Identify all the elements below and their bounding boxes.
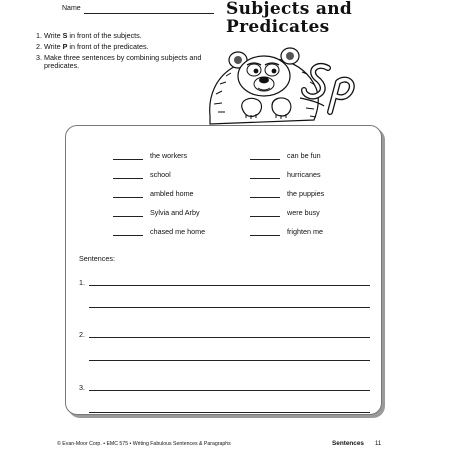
sentence-number-1: 1. [79,278,85,287]
title-line-1: Subjects and [226,0,353,19]
answer-blank-left-5[interactable] [113,235,143,236]
sentence-2-line-1[interactable] [89,337,370,338]
answer-blank-left-1[interactable] [113,159,143,160]
word-right-4: were busy [287,208,320,217]
name-label: Name [62,5,81,12]
word-right-2: hurricanes [287,170,321,179]
sentence-1-line-2[interactable] [89,307,370,308]
word-right-5: frighten me [287,227,323,236]
instruction-2: 2. Write P in front of the predicates. [36,42,149,51]
sentence-3-line-2[interactable] [89,412,370,413]
answer-blank-right-2[interactable] [250,178,280,179]
footer-copyright: © Evan-Moor Corp. • EMC 575 • Writing Fabulous Sentences & Paragraphs [57,441,231,447]
sentence-1-line-1[interactable] [89,285,370,286]
answer-blank-left-4[interactable] [113,216,143,217]
worksheet-panel [65,125,382,415]
word-right-1: can be fun [287,151,321,160]
word-left-4: Sylvia and Arby [150,208,200,217]
answer-blank-right-3[interactable] [250,197,280,198]
answer-blank-right-1[interactable] [250,159,280,160]
bear-holding-sp-letters-icon [206,38,356,128]
answer-blank-left-2[interactable] [113,178,143,179]
footer-page-number: 11 [375,441,382,447]
word-left-5: chased me home [150,227,206,236]
word-left-2: school [150,170,171,179]
answer-blank-right-5[interactable] [250,235,280,236]
sentence-3-line-1[interactable] [89,390,370,391]
footer-section: Sentences [332,440,364,447]
instruction-3: 3. Make three sentences by combining subjects and predicates. [36,53,202,71]
sentences-label: Sentences: [79,254,115,263]
word-left-1: the workers [150,151,188,160]
word-right-3: the puppies [287,189,325,198]
sentence-number-3: 3. [79,383,85,392]
instruction-1: 1. Write S in front of the subjects. [36,31,142,40]
answer-blank-right-4[interactable] [250,216,280,217]
sentence-2-line-2[interactable] [89,360,370,361]
name-line [84,13,214,14]
answer-blank-left-3[interactable] [113,197,143,198]
word-left-3: ambled home [150,189,194,198]
title-line-2: Predicates [226,17,330,37]
sentence-number-2: 2. [79,330,85,339]
page-title [226,0,446,36]
